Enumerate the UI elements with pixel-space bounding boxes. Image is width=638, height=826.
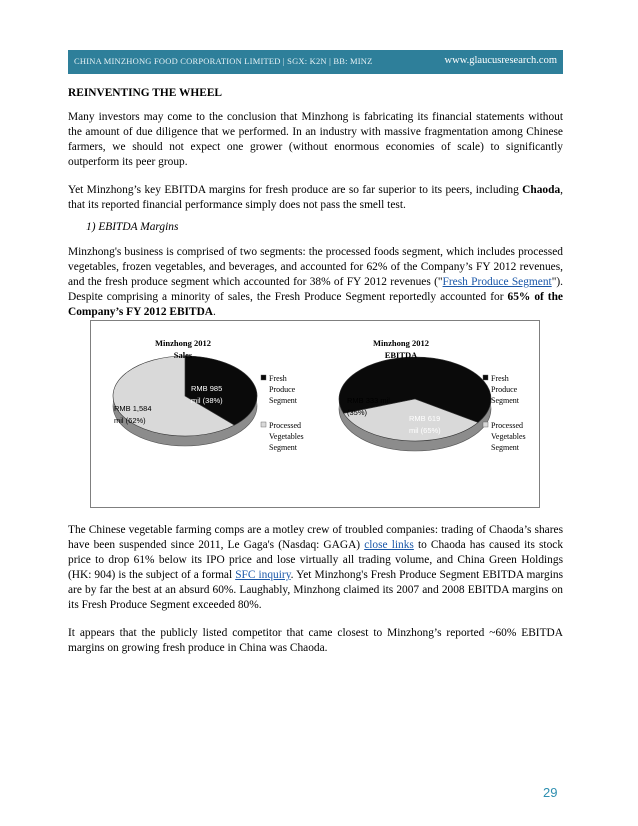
paragraph-fragmentation-text: Many investors may come to the conclusion that Minzhong is fabricating its financial statements without the amount of due diligence that we performed. In an industry with massive fragmentation among Chinese farmers, we should not expect one grower (without enormous economies of scale) to significantly outperform its peer group. bbox=[68, 111, 563, 168]
header-company-text: CHINA MINZHONG FOOD CORPORATION LIMITED | SGX: K2N | BB: MINZ bbox=[74, 56, 373, 66]
pie-1-legend-swatch-2 bbox=[261, 422, 266, 427]
pie-2-legend-2-line1: Processed bbox=[491, 421, 523, 430]
para3-text-a: Minzhong's business is comprised of two segments: the processed foods segment, which includes processed vegetables, frozen vegetables, and beverages, and accounted for 62% of the Company’s FY 2012 revenues, and the fresh produce segment which accounted for 38% of FY 2012 revenues (" bbox=[68, 246, 563, 288]
pie-1-legend-swatch-1 bbox=[261, 375, 266, 380]
close-links-link[interactable]: close links bbox=[364, 539, 414, 551]
pie-2-data-label-1-line2: mil (65%) bbox=[409, 426, 441, 435]
para4-text-e: . Yet Minzhong's Fresh Produce Segment EBITDA margins are by far the best at an absurd 60%. Laughably, Minzhong claimed its 2007 and 2008 EBITDA margins on its Fresh Produce Segment exceeded 80%. bbox=[68, 569, 564, 611]
pie-1-title-line1: Minzhong 2012 bbox=[155, 338, 211, 348]
pie-2-legend-2-line2: Vegetables bbox=[491, 432, 526, 441]
pie-1-legend-1-line1: Fresh bbox=[269, 374, 287, 383]
pie-2-legend-1-line3: Segment bbox=[491, 396, 519, 405]
para4-text-a: The Chinese vegetable farming comps are a motley crew of troubled companies: trading of Chaoda’s shares have been suspended since 2011, Le Gaga's (Nasdaq: GAGA) bbox=[68, 524, 563, 551]
pie-1-data-label-1-line2: mil (38%) bbox=[191, 396, 223, 405]
pie-charts-svg bbox=[91, 321, 539, 507]
header-website-text: www.glaucusresearch.com bbox=[444, 55, 557, 66]
document-body-segments bbox=[68, 245, 563, 320]
para2-chaoda-bold: Chaoda bbox=[522, 184, 561, 196]
pie-2-data-label-1-line1: RMB 619 bbox=[409, 414, 441, 423]
pie-charts-panel bbox=[90, 320, 540, 508]
pie-2-data-label-2-line1: RMB 333 mil bbox=[347, 396, 390, 405]
document-body bbox=[68, 86, 563, 213]
pie-1-legend-1-line2: Produce bbox=[269, 385, 296, 394]
section-title: REINVENTING THE WHEEL bbox=[68, 87, 223, 99]
pie-1-legend-2-line3: Segment bbox=[269, 443, 297, 452]
pie-1-legend-1-line3: Segment bbox=[269, 396, 297, 405]
paragraph-chaoda bbox=[68, 626, 563, 656]
pie-2-legend-swatch-2 bbox=[483, 422, 488, 427]
pie-2-legend-1-line2: Produce bbox=[491, 385, 518, 394]
pie-2-title-line2: EBITDA bbox=[384, 350, 418, 360]
para3-text-e: . bbox=[213, 306, 216, 318]
para3-ebitda-bold: 65% of the Company’s FY 2012 EBITDA bbox=[68, 291, 563, 318]
pie-1-data-label-1-line1: RMB 985 bbox=[191, 384, 223, 393]
para2-text-c: , that its reported financial performance simply does not pass the smell test. bbox=[68, 184, 563, 211]
para2-text-a: Yet Minzhong’s key EBITDA margins for fresh produce are so far superior to its peers, including bbox=[68, 184, 523, 196]
paragraph-comps bbox=[68, 523, 563, 613]
paragraph-fragmentation bbox=[68, 110, 563, 170]
subheading-ebitda-margins: 1) EBITDA Margins bbox=[86, 221, 179, 233]
paragraph-ebitda-superior bbox=[68, 183, 563, 213]
para4-text-c: to Chaoda has caused its stock price to drop 61% below its IPO price and lose virtually all trading volume, and China Green Holdings (HK: 904) is the subject of a formal bbox=[68, 539, 564, 581]
pie-2-title-line1: Minzhong 2012 bbox=[373, 338, 429, 348]
pie-1-data-label-2-line2: mil (62%) bbox=[114, 416, 146, 425]
sfc-inquiry-link[interactable]: SFC inquiry bbox=[235, 569, 291, 581]
document-body-comps bbox=[68, 523, 563, 656]
paragraph-segments bbox=[68, 245, 563, 320]
pie-1-title-line2: Sales bbox=[173, 350, 193, 360]
para3-text-c: "). Despite comprising a minority of sales, the Fresh Produce Segment reportedly accounted for bbox=[68, 276, 563, 303]
page-number: 29 bbox=[543, 785, 558, 800]
fresh-produce-segment-link[interactable]: Fresh Produce Segment bbox=[442, 276, 552, 288]
page-header bbox=[68, 50, 563, 74]
paragraph-chaoda-text: It appears that the publicly listed competitor that came closest to Minzhong’s reported ~60% EBITDA margins on growing fresh produce in China was Chaoda. bbox=[68, 627, 563, 654]
pie-1-data-label-2-line1: RMB 1,584 bbox=[114, 404, 152, 413]
pie-2-legend-1-line1: Fresh bbox=[491, 374, 509, 383]
pie-1-legend-2-line2: Vegetables bbox=[269, 432, 304, 441]
pie-2-legend-swatch-1 bbox=[483, 375, 488, 380]
pie-1-legend-2-line1: Processed bbox=[269, 421, 301, 430]
pie-2-legend-2-line3: Segment bbox=[491, 443, 519, 452]
pie-2-data-label-2-line2: (35%) bbox=[347, 408, 368, 417]
